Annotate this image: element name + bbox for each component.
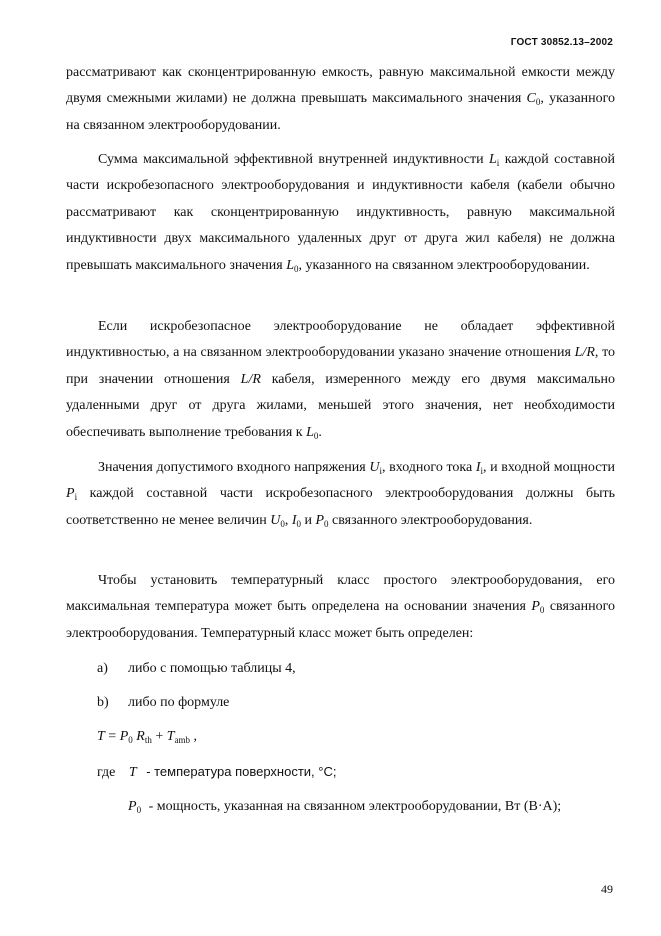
- symbol-li: L: [489, 152, 497, 167]
- symbol-li-sub: i: [496, 158, 500, 168]
- formula-symbol: T: [97, 729, 105, 744]
- symbol-u0: U: [270, 512, 281, 528]
- symbol-l0-sub: 0: [294, 263, 299, 274]
- paragraph-text: , указанного на связанном электрооборудовании.: [66, 91, 615, 133]
- symbol-p0: P: [531, 599, 540, 615]
- symbol-ii-sub: i: [480, 466, 484, 476]
- symbol-l0: L: [286, 257, 295, 273]
- paragraph-temperature-class: [66, 568, 615, 647]
- symbol-c0-sub: 0: [535, 97, 541, 108]
- symbol-pi: P: [66, 486, 75, 502]
- formula-sub: amb: [174, 735, 191, 745]
- formula-symbol: P: [119, 729, 129, 744]
- paragraph-text: каждой составной части искробезопасного электрооборудования и индуктивности кабеля (кабели обычно рассматривают как сконцентрированную индуктивность, равную максимальной индуктивности двух максимального удаленных друг от друга жил кабеля) не должна превышать максимального значения: [66, 152, 616, 273]
- where-label: где: [97, 765, 116, 780]
- list-item-text: либо с помощью таблицы 4,: [128, 661, 296, 676]
- symbol-i0: I: [291, 512, 297, 528]
- formula-operator: +: [151, 729, 167, 744]
- list-item: [97, 661, 108, 677]
- paragraph-text: связанного электрооборудования.: [332, 512, 533, 528]
- paragraph-text: связанного электрооборудования. Температурный класс может быть определен:: [66, 599, 616, 641]
- symbol-p0: P: [315, 512, 325, 528]
- paragraph-text: .: [318, 424, 322, 440]
- symbol-ui: U: [369, 460, 380, 475]
- formula-symbol: T: [166, 729, 175, 744]
- symbol-ui-sub: i: [379, 466, 382, 476]
- paragraph-text: Если искробезопасное электрооборудование не обладает эффективной индуктивностью, а на связанном электрооборудовании указано значение отношения: [66, 319, 615, 361]
- list-item-text: либо по формуле: [128, 695, 230, 710]
- symbol-p0-sub: 0: [539, 605, 545, 616]
- definition-text: - мощность, указанная на связанном электрооборудовании, Вт (В·А);: [148, 799, 562, 814]
- paragraph-text: Чтобы установить температурный класс простого электрооборудования, его максимальная температура может быть определена на основании значения: [66, 573, 615, 615]
- formula-sub: 0: [128, 735, 133, 745]
- document-code-header: ГОСТ 30852.13–2002: [510, 37, 613, 48]
- paragraph-text: каждой составной части искробезопасного электрооборудования должны быть соответственно не менее величин: [66, 486, 615, 528]
- paragraph-capacitance: [66, 60, 615, 139]
- paragraph-text: , и входной мощности: [483, 460, 616, 475]
- symbol-pi-sub: i: [74, 492, 78, 503]
- paragraph-lr-ratio: [66, 314, 615, 446]
- paragraph-text: Значения допустимого входного напряжения: [98, 460, 366, 475]
- paragraph-text: и: [304, 512, 312, 528]
- definition-p0: [128, 799, 561, 815]
- definition-symbol: P: [128, 799, 137, 814]
- symbol-i0-sub: 0: [296, 518, 301, 529]
- symbol-c0: C: [526, 91, 536, 107]
- paragraph-input-values: Значения допустимого входного напряжения $U_i$, входного тока $I_i$, и входной мощности $P_i$ каждой составной части искробезопасного электрооборудования должны быть соответственно не менее величин $U_0$, $I_0$ и $P_0$ связанного электрооборудования.: [66, 460, 616, 529]
- page-number: 49: [601, 882, 613, 896]
- formula-operator: =: [104, 729, 120, 744]
- paragraph-text: , то при значении отношения: [66, 345, 616, 387]
- formula-operator: ,: [190, 729, 198, 744]
- symbol-l0-sub: 0: [313, 430, 319, 441]
- definition-text: - температура поверхности, °C;: [146, 764, 337, 779]
- definition-symbol: T: [128, 765, 137, 780]
- paragraph-text: , указанного на связанном электрооборудовании.: [298, 257, 590, 273]
- paragraph-text: рассматривают как сконцентрированную емкость, равную максимальной емкости между двумя смежными жилами) не должна превышать максимального значения: [66, 65, 615, 107]
- symbol-lr: L/R: [240, 371, 261, 387]
- list-item: [97, 695, 109, 711]
- symbol-l0: L: [306, 424, 314, 440]
- formula-symbol: R: [136, 729, 145, 744]
- symbol-ii: I: [475, 460, 481, 475]
- formula-sub: th: [144, 735, 152, 745]
- paragraph-text: кабеля, измеренного между его двумя максимально удаленными друг от друга жилами, меньшей этого значения, нет необходимости обеспечивать выполнение требования к: [66, 371, 616, 440]
- definition-t: [97, 764, 336, 781]
- formula: [97, 729, 197, 745]
- symbol-u0-sub: 0: [280, 518, 285, 529]
- list-marker: b): [97, 695, 109, 710]
- symbol-p0-sub: 0: [324, 518, 329, 529]
- definition-sub: 0: [136, 805, 142, 815]
- list-marker: a): [97, 661, 108, 676]
- paragraph-text: , входного тока: [382, 460, 473, 475]
- paragraph-inductance: [66, 147, 615, 279]
- symbol-lr: L/R: [574, 345, 595, 361]
- paragraph-text: Сумма максимальной эффективной внутренней индуктивности: [98, 152, 484, 167]
